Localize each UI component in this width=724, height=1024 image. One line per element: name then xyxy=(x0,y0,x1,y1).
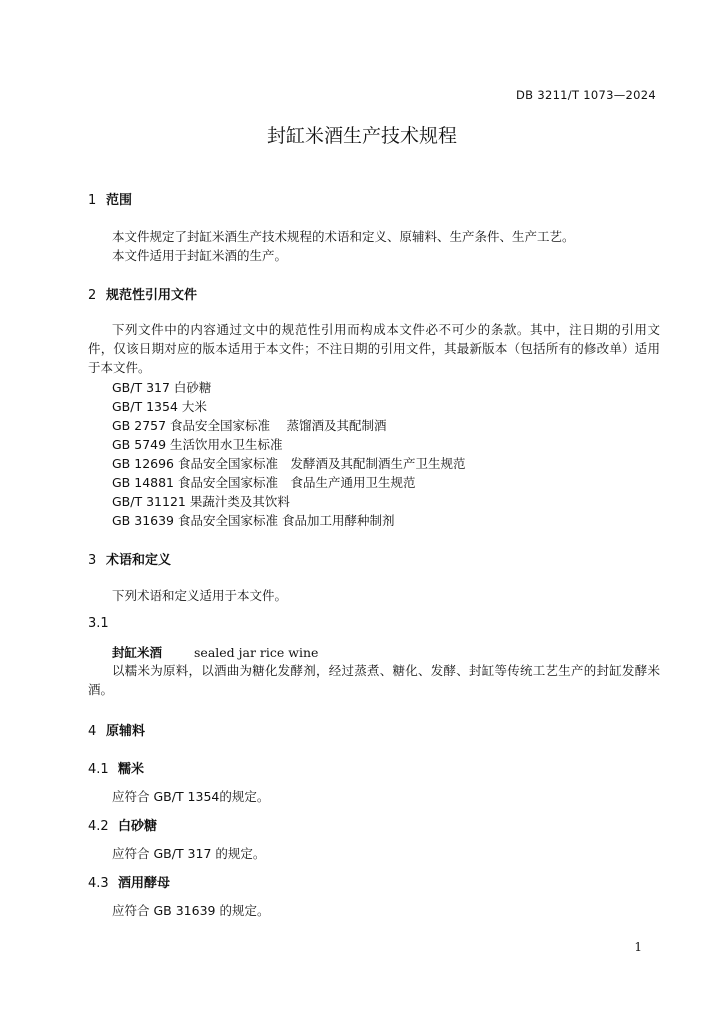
term-chinese: 封缸米酒 xyxy=(112,645,163,660)
document-title: 封缸米酒生产技术规程 xyxy=(266,125,457,147)
subsection-heading xyxy=(88,758,144,777)
section-title: 规范性引用文件 xyxy=(106,288,198,303)
subsection-text: 应符合 GB/T 317 的规定。 xyxy=(112,846,266,861)
reference-item: GB 12696 食品安全国家标准 发酵酒及其配制酒生产卫生规范 xyxy=(112,456,466,471)
scope-paragraph-2: 本文件适用于封缸米酒的生产。 xyxy=(112,248,288,263)
subsection-number: 4.3 xyxy=(88,876,109,891)
subsection-text: 应符合 GB/T 1354的规定。 xyxy=(112,789,270,804)
scope-paragraph-1: 本文件规定了封缸米酒生产技术规程的术语和定义、原辅料、生产条件、生产工艺。 xyxy=(112,229,575,244)
section-title: 术语和定义 xyxy=(106,553,172,568)
section-title: 范围 xyxy=(106,193,133,208)
subsection-heading xyxy=(88,872,170,891)
reference-item: GB 31639 食品安全国家标准 食品加工用酵种制剂 xyxy=(112,513,395,528)
reference-item: GB 14881 食品安全国家标准 食品生产通用卫生规范 xyxy=(112,475,416,490)
subsection-title: 酒用酵母 xyxy=(118,876,171,891)
section-number: 3 xyxy=(88,553,97,568)
section-number: 1 xyxy=(88,193,97,208)
term-definition: 以糯米为原料，以酒曲为糖化发酵剂，经过蒸煮、糖化、发酵、封缸等传统工艺生产的封缸发酵米酒。 xyxy=(88,663,660,697)
term-english: sealed jar rice wine xyxy=(194,645,319,660)
section-1-heading xyxy=(88,189,132,208)
subsection-number: 4.1 xyxy=(88,762,109,777)
section-3-heading xyxy=(88,549,171,568)
section-number: 2 xyxy=(88,288,97,303)
subsection-number: 4.2 xyxy=(88,819,109,834)
subsection-title: 糯米 xyxy=(118,762,145,777)
reference-item: GB/T 1354 大米 xyxy=(112,399,207,414)
terms-intro-paragraph: 下列术语和定义适用于本文件。 xyxy=(112,588,288,603)
term-entry xyxy=(112,643,318,661)
page-number: 1 xyxy=(634,940,642,954)
section-2-heading xyxy=(88,284,197,303)
reference-item: GB/T 31121 果蔬汁类及其饮料 xyxy=(112,494,290,509)
document-code: DB 3211/T 1073—2024 xyxy=(516,88,656,102)
section-4-heading xyxy=(88,720,145,739)
term-number: 3.1 xyxy=(88,616,109,631)
subsection-heading xyxy=(88,815,157,834)
reference-item: GB/T 317 白砂糖 xyxy=(112,380,212,395)
section-title: 原辅料 xyxy=(106,724,146,739)
subsection-text: 应符合 GB 31639 的规定。 xyxy=(112,903,270,918)
subsection-title: 白砂糖 xyxy=(118,819,158,834)
reference-item: GB 2757 食品安全国家标准 蒸馏酒及其配制酒 xyxy=(112,418,387,433)
reference-item: GB 5749 生活饮用水卫生标准 xyxy=(112,437,283,452)
section-number: 4 xyxy=(88,724,97,739)
references-intro-paragraph: 下列文件中的内容通过文中的规范性引用而构成本文件必不可少的条款。其中，注日期的引用文件，仅该日期对应的版本适用于本文件；不注日期的引用文件，其最新版本（包括所有的修改单）适用于本文件。 xyxy=(88,322,660,375)
